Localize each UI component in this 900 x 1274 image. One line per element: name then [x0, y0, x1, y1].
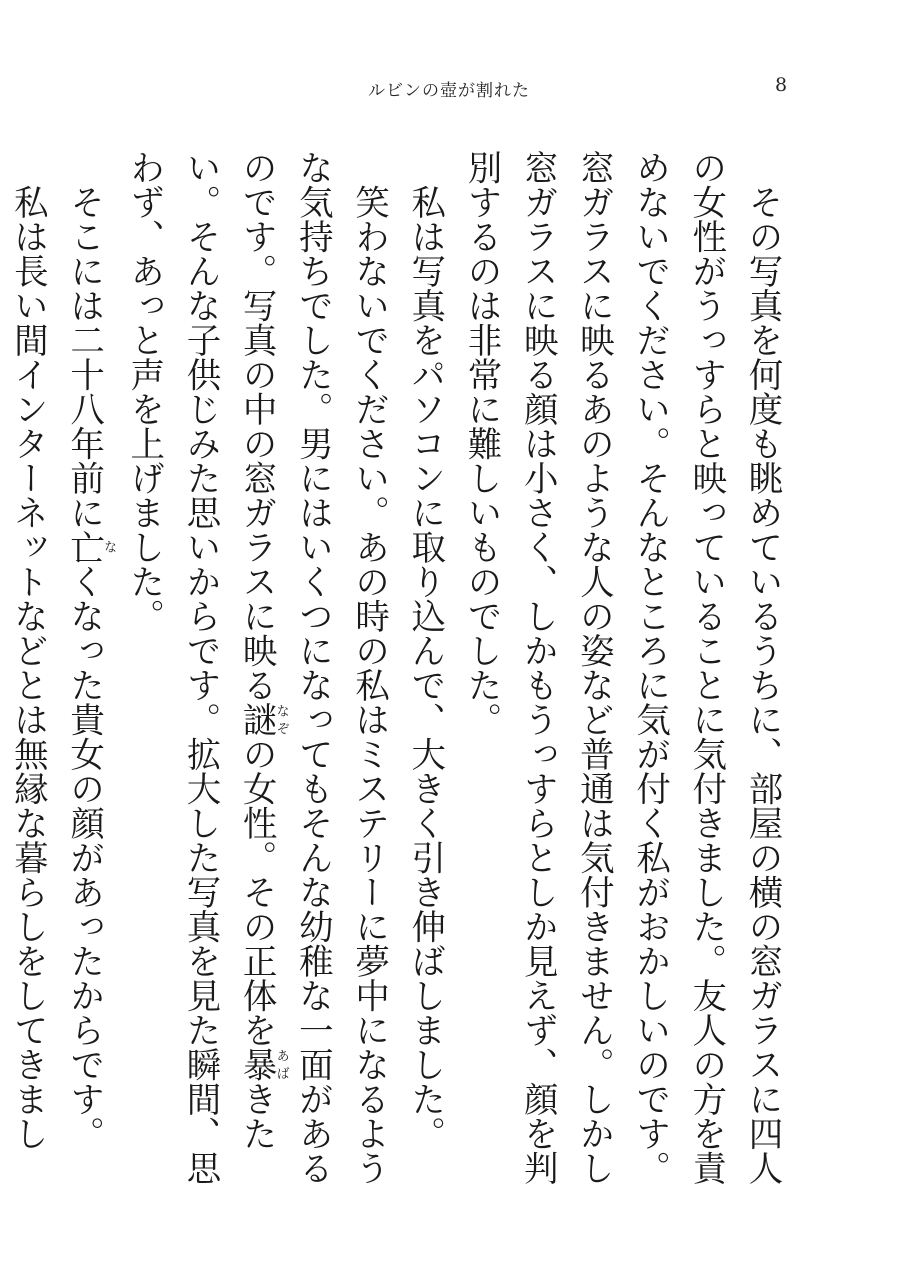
ruby-naku-base: 亡	[63, 529, 104, 564]
paragraph-5	[0, 150, 55, 1190]
ruby-nazo-reading: なぞ	[273, 702, 289, 737]
paragraph-5-text: 私は長い間インターネットなどとは無縁な暮らしをしてきまし	[7, 184, 48, 1151]
body-text	[0, 150, 790, 1190]
ruby-abaki-reading: あば	[273, 1047, 289, 1082]
paragraph-4-text-b: くなった貴女の顔があったからです。	[63, 564, 104, 1151]
ruby-naku	[63, 529, 117, 565]
paragraph-4	[55, 150, 115, 1190]
ruby-abaki	[236, 1047, 289, 1082]
ruby-nazo-base: 謎	[236, 702, 277, 737]
running-header-title: ルビンの壺が割れた	[368, 81, 530, 101]
paragraph-3	[116, 150, 397, 1190]
ruby-nazo	[236, 702, 289, 737]
paragraph-2-text: 私は写真をパソコンに取り込んで、大きく引き伸ばしました。	[404, 184, 445, 1151]
ruby-naku-reading: な	[101, 529, 117, 564]
paragraph-3-text-b: の女性。その正体を	[236, 736, 277, 1047]
paragraph-2	[397, 150, 453, 1190]
page-number: 8	[775, 74, 788, 96]
ruby-abaki-base: 暴	[236, 1047, 277, 1082]
paragraph-1	[453, 150, 790, 1190]
paragraph-3-text-c: きたい。そんな子供じみた思いからです。拡大した写真を見た瞬間、思わず、あっと声を上げました。	[123, 150, 277, 1185]
paragraph-1-text: その写真を何度も眺めているうちに、部屋の横の窓ガラスに四人の女性がうっすらと映っていることに気付きました。友人の方を責めないでください。そんなところに気が付く私がおかしいのです。窓ガラスに映るあのような人の姿など普通は気付きません。しかし窓ガラスに映る顔は小さく、しかもうっすらとしか見えず、顔を判別するのは非常に難しいものでした。	[460, 150, 782, 1185]
paragraph-3-text-a: 笑わないでください。あの時の私はミステリーに夢中になるような気持ちでした。男にはいくつになってもそんな幼稚な一面があるのです。写真の中の窓ガラスに映る	[236, 150, 389, 1185]
paragraph-4-text-a: そこには二十八年前に	[63, 184, 104, 530]
